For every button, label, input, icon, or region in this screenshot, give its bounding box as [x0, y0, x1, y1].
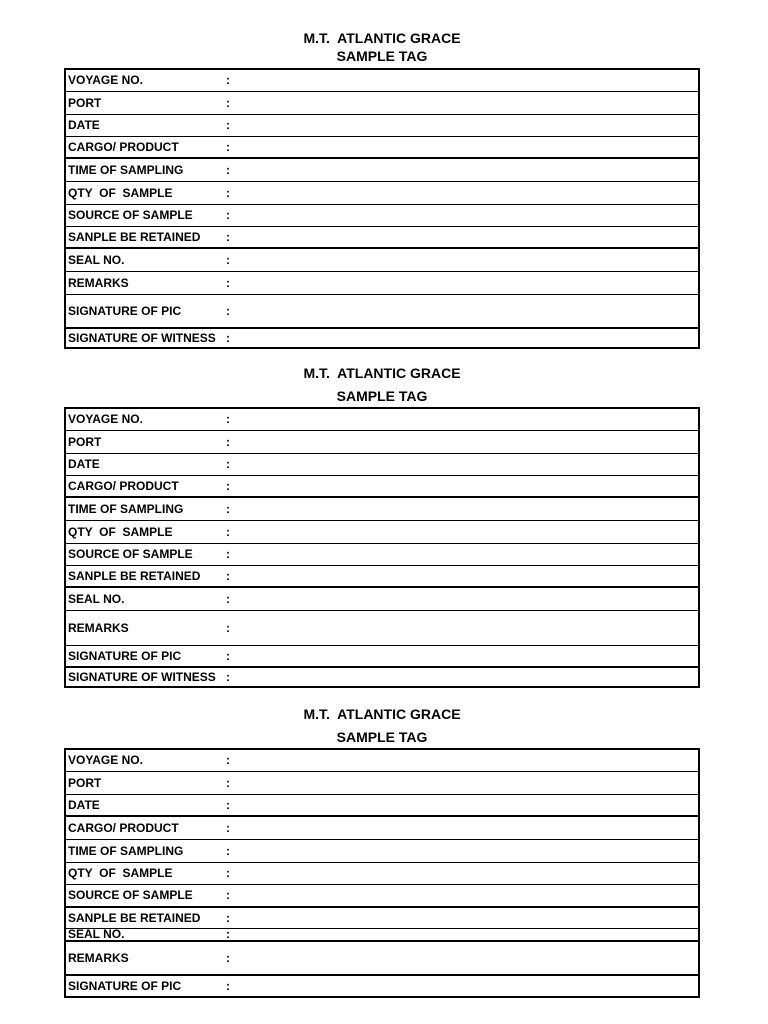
field-value[interactable] — [240, 475, 699, 497]
field-value[interactable] — [240, 941, 699, 975]
field-label: SANPLE BE RETAINED — [65, 907, 226, 928]
table-row — [65, 862, 699, 884]
field-colon: : — [226, 907, 240, 928]
field-value[interactable] — [240, 816, 699, 839]
table-row — [65, 667, 699, 687]
table-row — [65, 610, 699, 645]
table-row — [65, 839, 699, 862]
field-colon: : — [226, 328, 240, 348]
field-value[interactable] — [240, 610, 699, 645]
field-value[interactable] — [240, 862, 699, 884]
table-row — [65, 91, 699, 114]
field-colon: : — [226, 430, 240, 453]
field-label: REMARKS — [65, 271, 226, 294]
field-value[interactable] — [240, 328, 699, 348]
field-label: SIGNATURE OF PIC — [65, 294, 226, 328]
tag-2-heading — [64, 362, 700, 408]
table-row — [65, 749, 699, 771]
field-label: QTY OF SAMPLE — [65, 862, 226, 884]
tag-subtitle: SAMPLE TAG — [336, 729, 428, 745]
field-label: SANPLE BE RETAINED — [65, 565, 226, 587]
table-row — [65, 181, 699, 204]
tag-subtitle: SAMPLE TAG — [336, 388, 428, 404]
field-value[interactable] — [240, 884, 699, 907]
field-value[interactable] — [240, 226, 699, 248]
field-colon: : — [226, 862, 240, 884]
field-colon: : — [226, 839, 240, 862]
table-row — [65, 136, 699, 158]
table-row — [65, 587, 699, 610]
field-colon: : — [226, 794, 240, 816]
field-label: CARGO/ PRODUCT — [65, 475, 226, 497]
field-colon: : — [226, 158, 240, 181]
field-label: REMARKS — [65, 941, 226, 975]
field-label: DATE — [65, 453, 226, 475]
field-label: QTY OF SAMPLE — [65, 181, 226, 204]
field-label: DATE — [65, 114, 226, 136]
field-colon: : — [226, 520, 240, 543]
field-value[interactable] — [240, 181, 699, 204]
field-value[interactable] — [240, 114, 699, 136]
field-colon: : — [226, 565, 240, 587]
field-value[interactable] — [240, 749, 699, 771]
tag-title: M.T. ATLANTIC GRACE — [303, 706, 461, 722]
table-row — [65, 204, 699, 226]
field-label: REMARKS — [65, 610, 226, 645]
field-value[interactable] — [240, 91, 699, 114]
field-label: TIME OF SAMPLING — [65, 497, 226, 520]
table-row — [65, 645, 699, 667]
table-row — [65, 248, 699, 271]
field-colon: : — [226, 91, 240, 114]
table-row — [65, 794, 699, 816]
field-label: SEAL NO. — [65, 928, 226, 941]
field-value[interactable] — [240, 520, 699, 543]
tag-1-heading — [64, 29, 700, 65]
table-row — [65, 941, 699, 975]
field-value[interactable] — [240, 204, 699, 226]
field-colon: : — [226, 816, 240, 839]
field-value[interactable] — [240, 430, 699, 453]
field-colon: : — [226, 667, 240, 687]
field-label: SIGNATURE OF PIC — [65, 975, 226, 997]
table-row — [65, 328, 699, 348]
field-colon: : — [226, 181, 240, 204]
field-value[interactable] — [240, 587, 699, 610]
tag-title: M.T. ATLANTIC GRACE — [303, 365, 461, 381]
table-row — [65, 114, 699, 136]
table-row — [65, 975, 699, 997]
field-colon: : — [226, 204, 240, 226]
field-label: VOYAGE NO. — [68, 753, 143, 768]
field-value[interactable] — [240, 453, 699, 475]
table-row — [65, 543, 699, 565]
field-label: PORT — [65, 91, 226, 114]
table-row — [65, 158, 699, 181]
table-row — [65, 884, 699, 907]
field-label: TIME OF SAMPLING — [65, 158, 226, 181]
table-row — [65, 69, 699, 91]
field-colon: : — [226, 610, 240, 645]
field-colon: : — [226, 771, 240, 794]
field-label: SOURCE OF SAMPLE — [65, 204, 226, 226]
field-value[interactable] — [240, 294, 699, 328]
tag-3-heading — [64, 703, 700, 749]
field-colon: : — [226, 941, 240, 975]
field-label: CARGO/ PRODUCT — [65, 816, 226, 839]
field-value[interactable] — [240, 907, 699, 928]
field-colon: : — [226, 587, 240, 610]
field-value[interactable] — [240, 497, 699, 520]
tag-subtitle: SAMPLE TAG — [336, 48, 428, 64]
field-value[interactable] — [240, 543, 699, 565]
field-colon: : — [226, 412, 230, 427]
field-label: SOURCE OF SAMPLE — [65, 543, 226, 565]
table-row — [65, 565, 699, 587]
field-label: SIGNATURE OF PIC — [65, 645, 226, 667]
field-value[interactable] — [240, 565, 699, 587]
field-label: TIME OF SAMPLING — [65, 839, 226, 862]
field-label: PORT — [65, 771, 226, 794]
tag-title: M.T. ATLANTIC GRACE — [303, 30, 461, 46]
table-row — [65, 430, 699, 453]
table-row — [65, 226, 699, 248]
table-row — [65, 453, 699, 475]
field-label: SEAL NO. — [65, 587, 226, 610]
field-colon: : — [226, 136, 240, 158]
field-value[interactable] — [240, 158, 699, 181]
field-colon: : — [226, 271, 240, 294]
field-colon: : — [226, 497, 240, 520]
field-label: SIGNATURE OF WITNESS — [65, 667, 226, 687]
table-row — [65, 816, 699, 839]
table-row — [65, 497, 699, 520]
table-row — [65, 475, 699, 497]
field-value[interactable] — [240, 271, 699, 294]
table-row — [65, 408, 699, 430]
field-value[interactable] — [240, 839, 699, 862]
field-value[interactable] — [240, 771, 699, 794]
field-colon: : — [226, 753, 230, 768]
field-value[interactable] — [240, 928, 699, 941]
field-value[interactable] — [240, 794, 699, 816]
field-colon: : — [226, 226, 240, 248]
table-row — [65, 294, 699, 328]
field-value[interactable] — [240, 69, 699, 91]
field-label: SOURCE OF SAMPLE — [65, 884, 226, 907]
field-colon: : — [226, 475, 240, 497]
field-label: QTY OF SAMPLE — [65, 520, 226, 543]
table-row — [65, 271, 699, 294]
field-label: SIGNATURE OF WITNESS — [65, 328, 226, 348]
field-label: VOYAGE NO. — [68, 412, 143, 427]
table-row — [65, 907, 699, 928]
field-colon: : — [226, 294, 240, 328]
field-label: CARGO/ PRODUCT — [65, 136, 226, 158]
field-colon: : — [226, 928, 240, 941]
field-colon: : — [226, 543, 240, 565]
table-row — [65, 771, 699, 794]
field-label: SEAL NO. — [65, 248, 226, 271]
field-value[interactable] — [240, 975, 699, 997]
table-row — [65, 928, 699, 941]
field-label: VOYAGE NO. — [68, 73, 143, 88]
field-label: DATE — [65, 794, 226, 816]
field-colon: : — [226, 453, 240, 475]
field-value[interactable] — [240, 248, 699, 271]
field-colon: : — [226, 114, 240, 136]
field-value[interactable] — [240, 645, 699, 667]
tag-3-table — [64, 748, 700, 998]
field-colon: : — [226, 975, 240, 997]
field-colon: : — [226, 248, 240, 271]
field-value[interactable] — [240, 667, 699, 687]
table-row — [65, 520, 699, 543]
tag-2-table — [64, 407, 700, 688]
field-colon: : — [226, 73, 230, 88]
field-value[interactable] — [240, 408, 699, 430]
field-colon: : — [226, 884, 240, 907]
field-label: PORT — [65, 430, 226, 453]
tag-1-table — [64, 68, 700, 349]
field-value[interactable] — [240, 136, 699, 158]
field-label: SANPLE BE RETAINED — [65, 226, 226, 248]
field-colon: : — [226, 645, 240, 667]
